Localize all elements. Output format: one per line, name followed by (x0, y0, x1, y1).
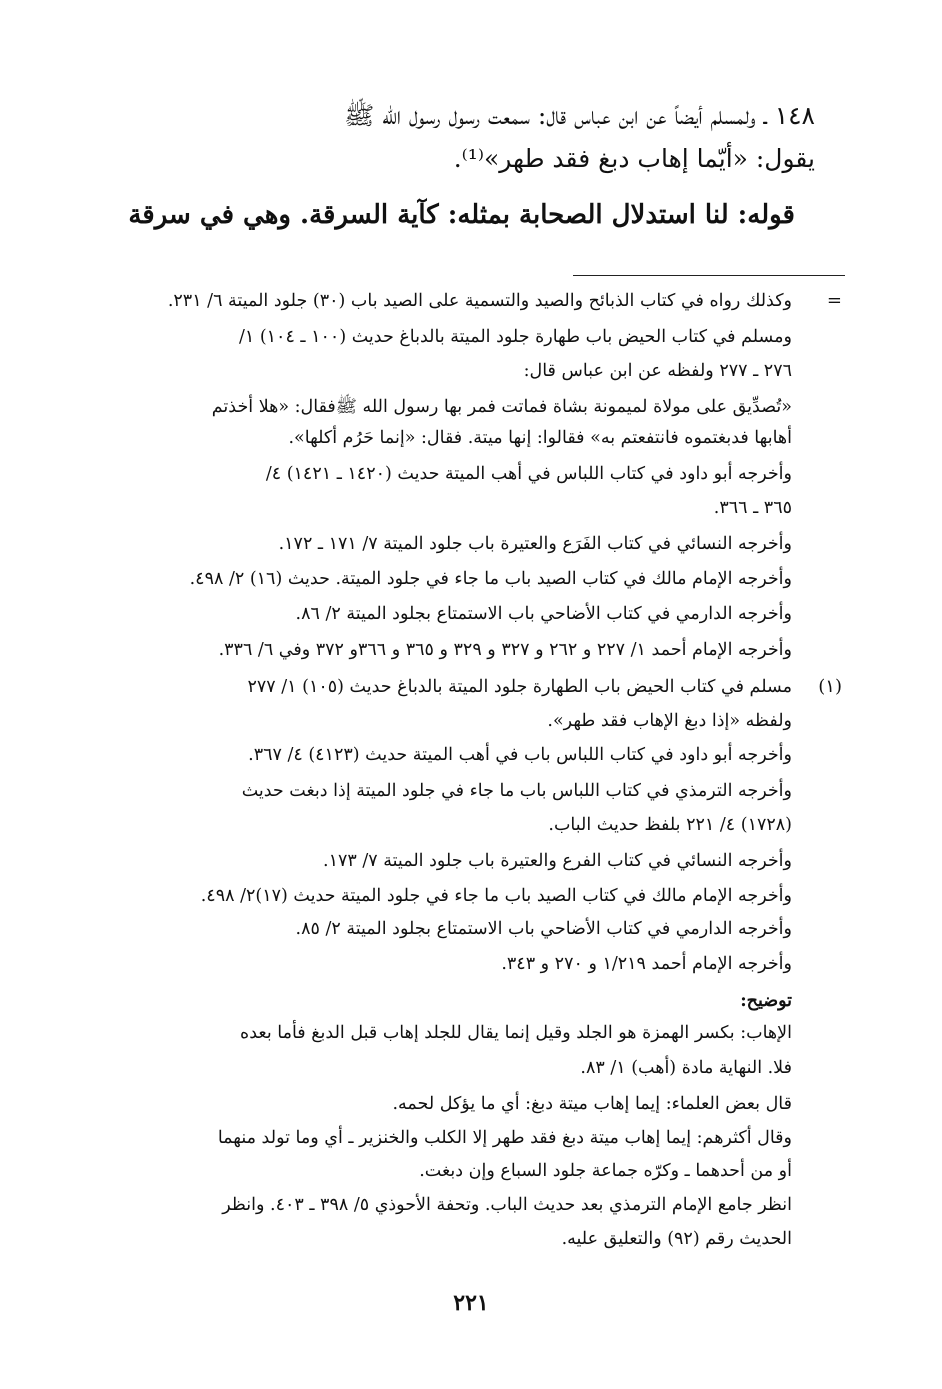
hadith-line-1: ١٤٨ ـ ولمسلم أيضاً عن ابن عباس قال: سمعت رسول رسول الله ﷺ (344, 101, 815, 130)
footnote-line: وأخرجه الإمام مالك في كتاب الصيد باب ما جاء في جلود الميتة. حديث (١٦) ٢/ ٤٩٨. (189, 569, 792, 589)
footnote-line: وأخرجه أبو داود في كتاب اللباس في أهب الميتة حديث (١٤٢٠ ـ ١٤٢١) ٤/ (265, 464, 792, 484)
footnote-line: (١٧٢٨) ٤/ ٢٢١ بلفظ حديث الباب. (548, 815, 792, 835)
footnote-line: وأخرجه الترمذي في كتاب اللباس باب ما جاء في جلود الميتة إذا دبغت حديث (241, 781, 792, 801)
footnote-line: ٣٦٥ ـ ٣٦٦. (713, 498, 792, 518)
footnote-line: وأخرجه أبو داود في كتاب اللباس باب في أهب الميتة حديث (٤١٢٣) ٤/ ٣٦٧. (248, 745, 792, 765)
hadith-line-2: يقول: «أيّما إهاب دبغ فقد طهر»⁽¹⁾. (453, 144, 815, 173)
footnote-line: ٢٧٦ ـ ٢٧٧ ولفظه عن ابن عباس قال: (523, 361, 792, 381)
footnote-line: وأخرجه الإمام أحمد ١/٢١٩ و ٢٧٠ و ٣٤٣. (501, 954, 792, 974)
footnote-line: مسلم في كتاب الحيض باب الطهارة جلود الميتة بالدباغ حديث (١٠٥) ١/ ٢٧٧ (247, 677, 792, 697)
footnote-line: فلا. النهاية مادة (أهب) ١/ ٨٣. (580, 1058, 792, 1078)
section-heading: قوله: لنا استدلال الصحابة بمثله: كآية السرقة. وهي في سرقة (128, 200, 795, 230)
footnote-line: وأخرجه النسائي في كتاب الفَرَع والعتيرة باب جلود الميتة ٧/ ١٧١ ـ ١٧٢. (278, 534, 792, 554)
footnote-line: انظر جامع الإمام الترمذي بعد حديث الباب. وتحفة الأحوذي ٥/ ٣٩٨ ـ ٤٠٣. وانظر (222, 1195, 792, 1215)
footnote-line: الحديث رقم (٩٢) والتعليق عليه. (561, 1229, 792, 1249)
footnote-line: وأخرجه الدارمي في كتاب الأضاحي باب الاستمتاع بجلود الميتة ٢/ ٨٥. (295, 919, 792, 939)
footnote-divider (573, 275, 845, 276)
page-number: ٢٢١ (453, 1290, 489, 1316)
footnote-line: أهابها فدبغتموه فانتفعتم به» فقالوا: إنها ميتة. فقال: «إنما حَرُم أكلها». (288, 428, 792, 448)
footnote-line: ومسلم في كتاب الحيض باب طهارة جلود الميتة بالدباغ حديث (١٠٠ ـ ١٠٤) ١/ (238, 327, 792, 347)
footnote-line: وقال أكثرهم: إيما إهاب ميتة دبغ فقد طهر إلا الكلب والخنزير ـ أي وما تولد منهما (217, 1128, 792, 1148)
footnote-line: أو من أحدهما ـ وكرّه جماعة جلود السباع وإن دبغت. (419, 1161, 792, 1181)
footnote-line: وأخرجه الإمام مالك في كتاب الصيد باب ما جاء في جلود الميتة حديث (١٧)٢/ ٤٩٨. (200, 886, 792, 906)
footnote-subheading: توضيح: (740, 991, 792, 1011)
footnote-line: وأخرجه النسائي في كتاب الفرع والعتيرة باب جلود الميتة ٧/ ١٧٣. (323, 851, 792, 871)
footnote-line: «تُصدِّيق على مولاة لميمونة بشاة فماتت فمر بها رسول الله ﷺفقال: «هلا أخذتم (211, 397, 792, 417)
footnote-1-marker: (١) (818, 676, 842, 697)
footnote-line: وأخرجه الإمام أحمد ١/ ٢٢٧ و ٢٦٢ و ٣٢٧ و ٣٢٩ و ٣٦٥ و ٣٦٦و ٣٧٢ وفي ٦/ ٣٣٦. (218, 640, 792, 660)
footnote-line: ولفظه «إذا دبغ الإهاب فقد طهر». (547, 711, 792, 731)
footnote-line: الإهاب: بكسر الهمزة هو الجلد وقيل إنما يقال للجلد إهاب قبل الدبغ فأما بعده (240, 1023, 792, 1043)
footnote-continuation-marker: = (826, 290, 842, 311)
footnote-line: وأخرجه الدارمي في كتاب الأضاحي باب الاستمتاع بجلود الميتة ٢/ ٨٦. (295, 604, 792, 624)
footnote-line: قال بعض العلماء: إيما إهاب ميتة دبغ: أي ما يؤكل لحمه. (392, 1094, 792, 1114)
footnote-line: وكذلك رواه في كتاب الذبائح والصيد والتسمية على الصيد باب (٣٠) جلود الميتة ٦/ ٢٣١. (167, 291, 792, 311)
